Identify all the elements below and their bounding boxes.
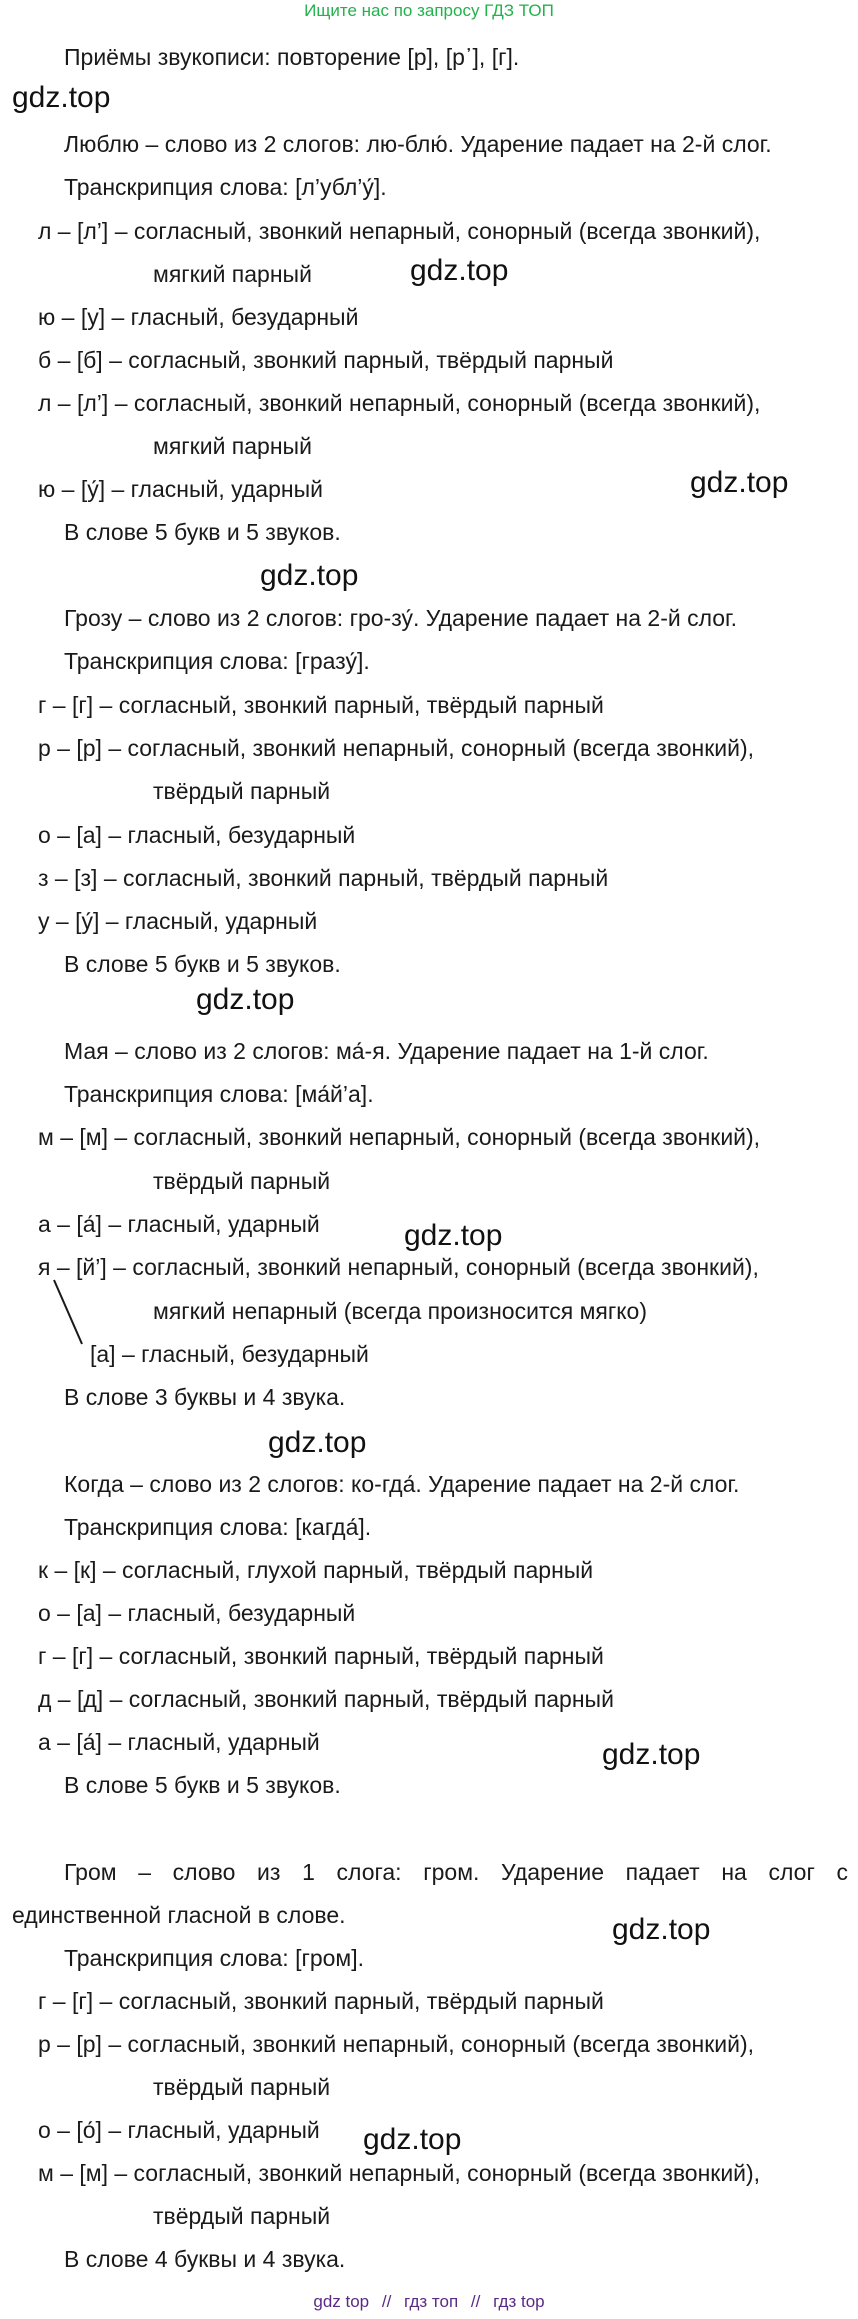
- word-heading: Когда – слово из 2 слогов: ко-гда́. Ударение падает на 2-й слог.: [64, 1471, 740, 1497]
- sound-line: р – [р] – согласный, звонкий непарный, сонорный (всегда звонкий),: [38, 2031, 755, 2057]
- sound-line: м – [м] – согласный, звонкий непарный, сонорный (всегда звонкий),: [38, 2160, 761, 2186]
- sound-line: л – [л’] – согласный, звонкий непарный, сонорный (всегда звонкий),: [38, 218, 761, 244]
- sound-line-cont: мягкий непарный (всегда произносится мягко): [153, 1298, 647, 1324]
- word-summary: В слове 5 букв и 5 звуков.: [64, 951, 341, 977]
- word-summary: В слове 3 буквы и 4 звука.: [64, 1384, 346, 1410]
- transcription: Транскрипция слова: [ма́й’а].: [64, 1081, 374, 1107]
- sound-line: я – [й’] – согласный, звонкий непарный, сонорный (всегда звонкий),: [38, 1254, 759, 1280]
- sound-line: з – [з] – согласный, звонкий парный, твёрдый парный: [38, 865, 609, 891]
- watermark: gdz.top: [260, 559, 359, 592]
- footer: [0, 2290, 858, 2314]
- word-heading: Люблю – слово из 2 слогов: лю-блю́. Ударение падает на 2-й слог.: [64, 131, 772, 157]
- transcription: Транскрипция слова: [гразу́].: [64, 648, 370, 674]
- footer-separator: //: [381, 2292, 392, 2311]
- sound-line-cont: мягкий парный: [153, 261, 312, 287]
- sound-line: ю – [у] – гласный, безударный: [38, 304, 359, 330]
- watermark: gdz.top: [268, 1426, 367, 1459]
- sound-line: л – [л’] – согласный, звонкий непарный, сонорный (всегда звонкий),: [38, 390, 761, 416]
- word-summary: В слове 5 букв и 5 звуков.: [64, 519, 341, 545]
- sound-line: м – [м] – согласный, звонкий непарный, сонорный (всегда звонкий),: [38, 1124, 761, 1150]
- sound-line: г – [г] – согласный, звонкий парный, твёрдый парный: [38, 1643, 604, 1669]
- watermark: gdz.top: [404, 1219, 503, 1252]
- word-heading: Грозу – слово из 2 слогов: гро-зу́. Ударение падает на 2-й слог.: [64, 605, 738, 631]
- watermark: gdz.top: [12, 81, 111, 114]
- sound-line: у – [у́] – гласный, ударный: [38, 908, 318, 934]
- footer-link[interactable]: гдз топ: [404, 2292, 459, 2311]
- sound-line-cont: твёрдый парный: [153, 2203, 331, 2229]
- intro-line: Приёмы звукописи: повторение [р], [р᾽], [г].: [64, 44, 520, 70]
- sound-line: ю – [у́] – гласный, ударный: [38, 476, 323, 502]
- sound-line: д – [д] – согласный, звонкий парный, твёрдый парный: [38, 1686, 614, 1712]
- sound-line: а – [а́] – гласный, ударный: [38, 1729, 320, 1755]
- sound-line-cont: твёрдый парный: [153, 778, 331, 804]
- watermark: gdz.top: [602, 1738, 701, 1771]
- transcription: Транскрипция слова: [л’убл’у́].: [64, 174, 387, 200]
- sound-line-cont: твёрдый парный: [153, 1168, 331, 1194]
- sound-line: о – [а] – гласный, безударный: [38, 822, 356, 848]
- sound-line-cont: твёрдый парный: [153, 2074, 331, 2100]
- footer-separator: //: [470, 2292, 481, 2311]
- word-summary: В слове 4 буквы и 4 звука.: [64, 2246, 346, 2272]
- sound-line: б – [б] – согласный, звонкий парный, твёрдый парный: [38, 347, 614, 373]
- sound-line-cont: [а] – гласный, безударный: [90, 1341, 369, 1367]
- watermark: gdz.top: [363, 2123, 462, 2156]
- word-heading: Гром – слово из 1 слога: гром. Ударение падает на слог с: [64, 1859, 848, 1885]
- transcription: Транскрипция слова: [кагда́].: [64, 1514, 372, 1540]
- sound-line: р – [р] – согласный, звонкий непарный, сонорный (всегда звонкий),: [38, 735, 755, 761]
- watermark: gdz.top: [690, 466, 789, 499]
- sound-line: г – [г] – согласный, звонкий парный, твёрдый парный: [38, 692, 604, 718]
- watermark: gdz.top: [196, 983, 295, 1016]
- transcription: Транскрипция слова: [гром].: [64, 1945, 365, 1971]
- sound-line: а – [а́] – гласный, ударный: [38, 1211, 320, 1237]
- top-banner: Ищите нас по запросу ГДЗ ТОП: [304, 1, 554, 20]
- word-heading: Мая – слово из 2 слогов: ма́-я. Ударение падает на 1-й слог.: [64, 1038, 709, 1064]
- watermark: gdz.top: [410, 254, 509, 287]
- footer-link[interactable]: gdz top: [313, 2292, 370, 2311]
- sound-line-cont: мягкий парный: [153, 433, 312, 459]
- sound-line: к – [к] – согласный, глухой парный, твёрдый парный: [38, 1557, 594, 1583]
- sound-line: о – [о́] – гласный, ударный: [38, 2117, 320, 2143]
- word-heading-cont: единственной гласной в слове.: [12, 1902, 346, 1928]
- word-summary: В слове 5 букв и 5 звуков.: [64, 1772, 341, 1798]
- watermark: gdz.top: [612, 1913, 711, 1946]
- footer-link[interactable]: гдз top: [493, 2292, 545, 2311]
- sound-line: о – [а] – гласный, безударный: [38, 1600, 356, 1626]
- sound-line: г – [г] – согласный, звонкий парный, твёрдый парный: [38, 1988, 604, 2014]
